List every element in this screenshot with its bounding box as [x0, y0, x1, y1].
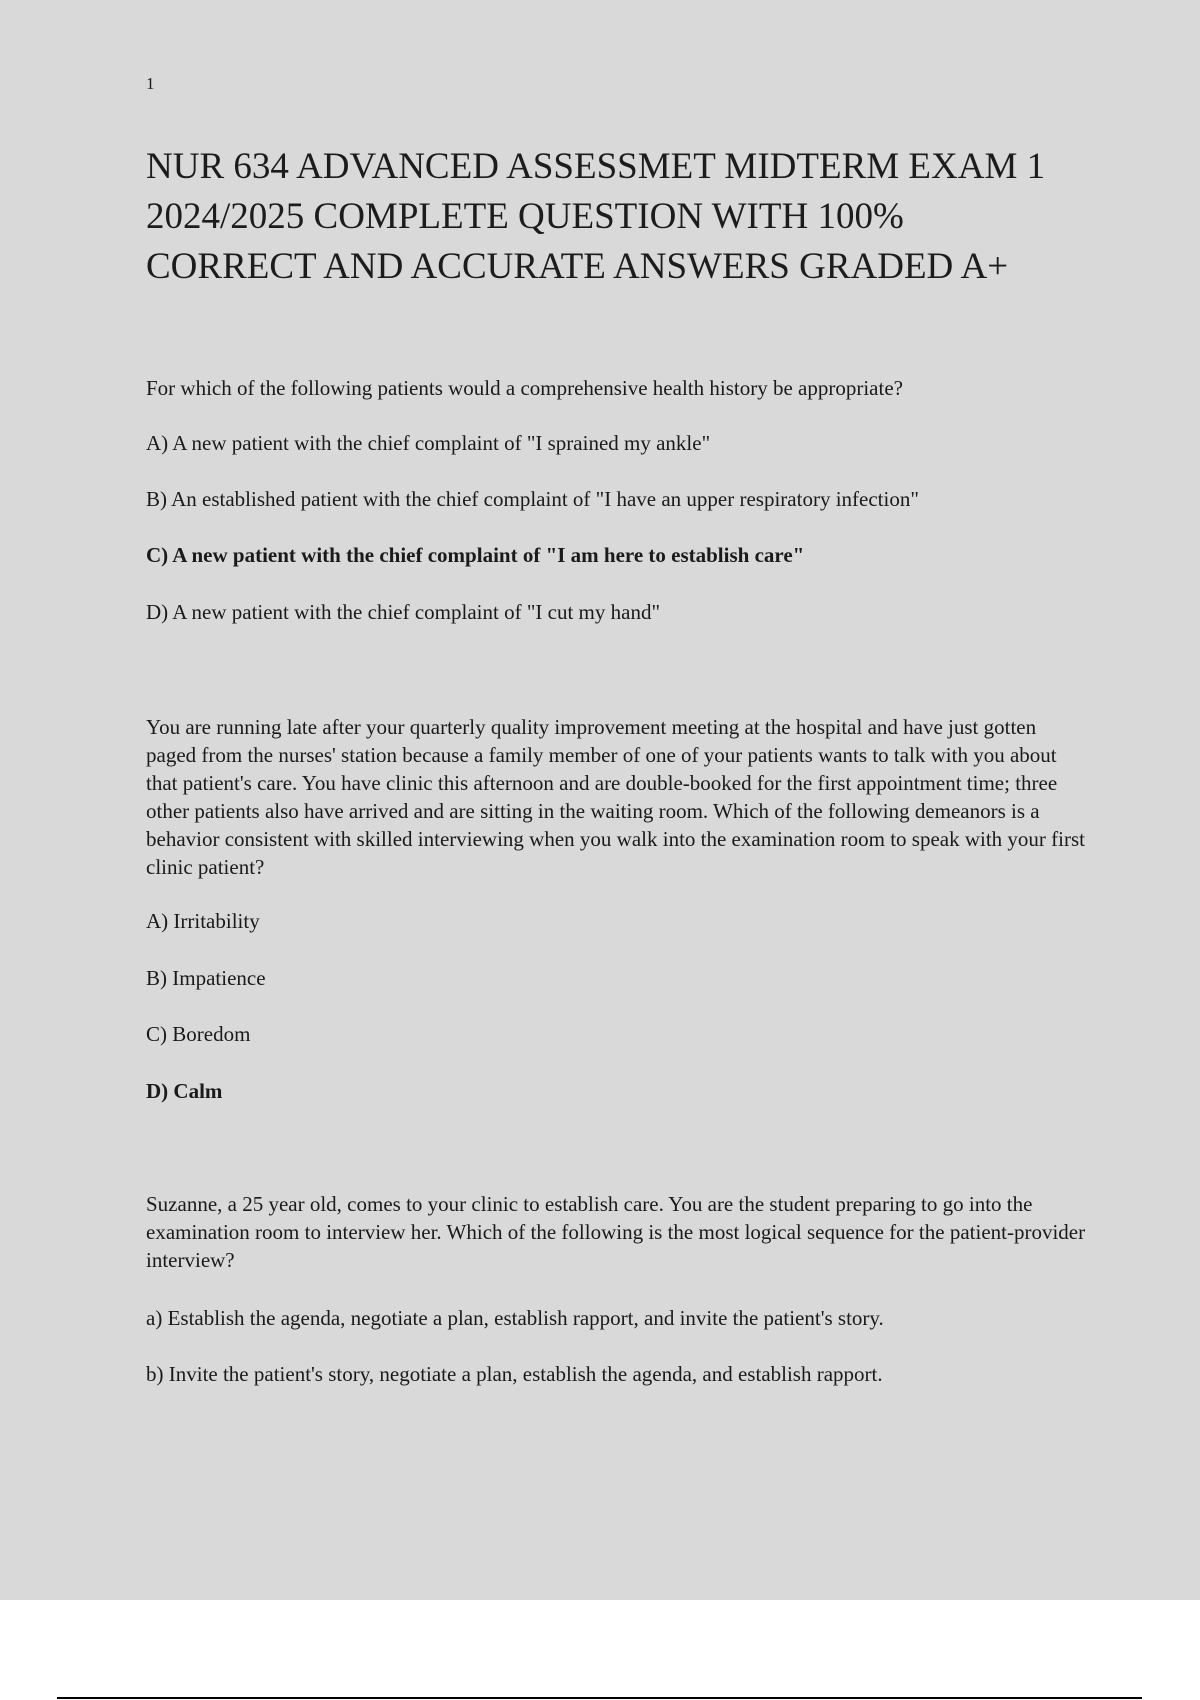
question-1-option-b: B) An established patient with the chief complaint of "I have an upper respiratory infection" [146, 487, 919, 511]
question-2-option-d-correct: D) Calm [146, 1079, 223, 1103]
question-2-option-a: A) Irritability [146, 909, 260, 933]
question-1-option-d: D) A new patient with the chief complaint of "I cut my hand" [146, 600, 661, 624]
question-1-option-a: A) A new patient with the chief complaint of "I sprained my ankle" [146, 431, 711, 455]
question-1-text: For which of the following patients would a comprehensive health history be appropriate? [146, 376, 903, 400]
page-number: 1 [146, 74, 155, 93]
question-2-option-c: C) Boredom [146, 1022, 251, 1046]
question-3-option-a: a) Establish the agenda, negotiate a plan, establish rapport, and invite the patient's story. [146, 1306, 884, 1330]
document-title: NUR 634 ADVANCED ASSESSMET MIDTERM EXAM 1 2024/2025 COMPLETE QUESTION WITH 100% CORRECT AND ACCURATE ANSWERS GRADED A+ [146, 146, 1046, 287]
question-1-option-c-correct: C) A new patient with the chief complaint of "I am here to establish care" [146, 543, 805, 567]
page-bottom-rule [57, 1697, 1142, 1699]
question-3-option-b: b) Invite the patient's story, negotiate a plan, establish the agenda, and establish rapport. [146, 1362, 883, 1386]
question-2-text: You are running late after your quarterly quality improvement meeting at the hospital and have just gotten paged from the nurses' station because a family member of one of your patients wants to talk with you about that patient's care. You have clinic this afternoon and are double-booked for the first appointment time; three other patients also have arrived and are sitting in the waiting room. Which of the following demeanors is a behavior consistent with skilled interviewing when you walk into the examination room to speak with your first clinic patient? [146, 715, 1085, 879]
question-3-text: Suzanne, a 25 year old, comes to your clinic to establish care. You are the student preparing to go into the examination room to interview her. Which of the following is the most logical sequence for the patient-provider interview? [146, 1192, 1086, 1272]
question-2-option-b: B) Impatience [146, 966, 266, 990]
